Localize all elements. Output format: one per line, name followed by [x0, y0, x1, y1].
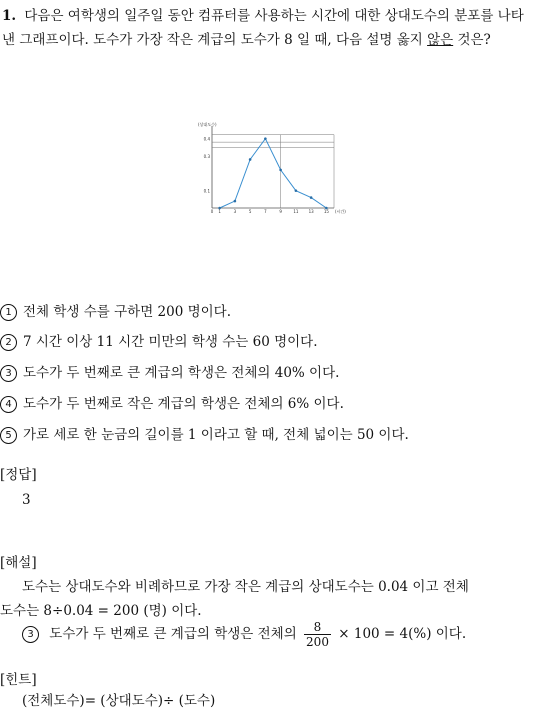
x-tick-label-6: 11: [293, 209, 299, 214]
option-3-text: 도수가 두 번째로 큰 계급의 학생은 전체의 40% 이다.: [23, 365, 340, 381]
fraction-denominator: 200: [306, 635, 329, 649]
explanation-line-3-text: 도수가 두 번째로 큰 계급의 학생은 전체의: [49, 626, 297, 642]
option-2-text: 7 시간 이상 11 시간 미만의 학생 수는 60 명이다.: [23, 334, 318, 350]
x-axis-label: (시간): [335, 209, 346, 214]
option-5-mark: 5: [0, 427, 17, 444]
x-tick-label-3: 5: [248, 209, 252, 214]
y-tick-label-0: 0.1: [203, 188, 210, 194]
hint-text: (전체도수)= (상대도수)÷ (도수): [22, 693, 216, 709]
explanation-line-3: [22, 620, 466, 649]
question-number: 1.: [2, 8, 17, 24]
question-underlined: 않은: [427, 32, 454, 48]
option-2-mark: 2: [0, 334, 17, 351]
option-4[interactable]: [0, 392, 344, 413]
fraction-numerator: 8: [304, 620, 331, 635]
hint-label: [힌트]: [0, 672, 37, 688]
fraction: [304, 620, 331, 649]
option-5-text: 가로 세로 한 눈금의 길이를 1 이라고 할 때, 전체 넓이는 50 이다.: [23, 427, 409, 443]
x-tick-label-5: 9: [279, 209, 282, 214]
data-point-4: [279, 169, 282, 172]
x-tick-label-8: 15: [323, 209, 329, 214]
option-3-mark: 3: [0, 365, 17, 382]
option-1-text: 전체 학생 수를 구하면 200 명이다.: [23, 304, 232, 320]
explanation-mark: 3: [22, 626, 39, 643]
question-text: 다음은 여학생의 일주일 동안 컴퓨터를 사용하는 시간에 대한 상대도수의 분포를 나타낸 그래프이다. 도수가 가장 작은 계급의 도수가 8 일 때, 다음 설명 옳지: [2, 8, 524, 48]
y-tick-label-2: 0.4: [203, 136, 210, 142]
x-tick-label-7: 13: [308, 209, 314, 214]
data-point-2: [249, 158, 252, 161]
data-point-1: [234, 200, 237, 203]
option-5[interactable]: [0, 423, 409, 444]
data-point-3: [264, 137, 267, 140]
y-tick-label-1: 0.3: [203, 154, 210, 159]
option-3[interactable]: [0, 361, 339, 382]
answer-label: [정답]: [0, 467, 37, 483]
data-point-5: [295, 189, 298, 192]
relative-frequency-chart: [196, 116, 346, 214]
x-tick-label-1: 1: [218, 209, 221, 214]
option-1[interactable]: [0, 300, 231, 321]
question-text-end: 것은?: [457, 32, 491, 48]
x-tick-label-0: 0: [210, 209, 214, 214]
explanation-line-1: 도수는 상대도수와 비례하므로 가장 작은 계급의 상대도수는 0.04 이고 전체: [22, 579, 469, 595]
option-2[interactable]: [0, 330, 318, 351]
answer-value: 3: [22, 492, 31, 508]
y-axis-label: (상대도수): [198, 122, 217, 127]
question: [2, 4, 532, 52]
option-4-mark: 4: [0, 396, 17, 413]
option-4-text: 도수가 두 번째로 작은 계급의 학생은 전체의 6% 이다.: [23, 396, 344, 412]
option-1-mark: 1: [0, 304, 17, 321]
explanation-line-2: 도수는 8÷0.04 = 200 (명) 이다.: [0, 603, 202, 619]
x-tick-label-2: 3: [233, 209, 237, 214]
x-tick-label-4: 7: [264, 209, 267, 214]
explanation-label: [해설]: [0, 555, 37, 571]
explanation-line-3-end: × 100 = 4(%) 이다.: [338, 626, 467, 642]
data-point-6: [310, 196, 313, 199]
